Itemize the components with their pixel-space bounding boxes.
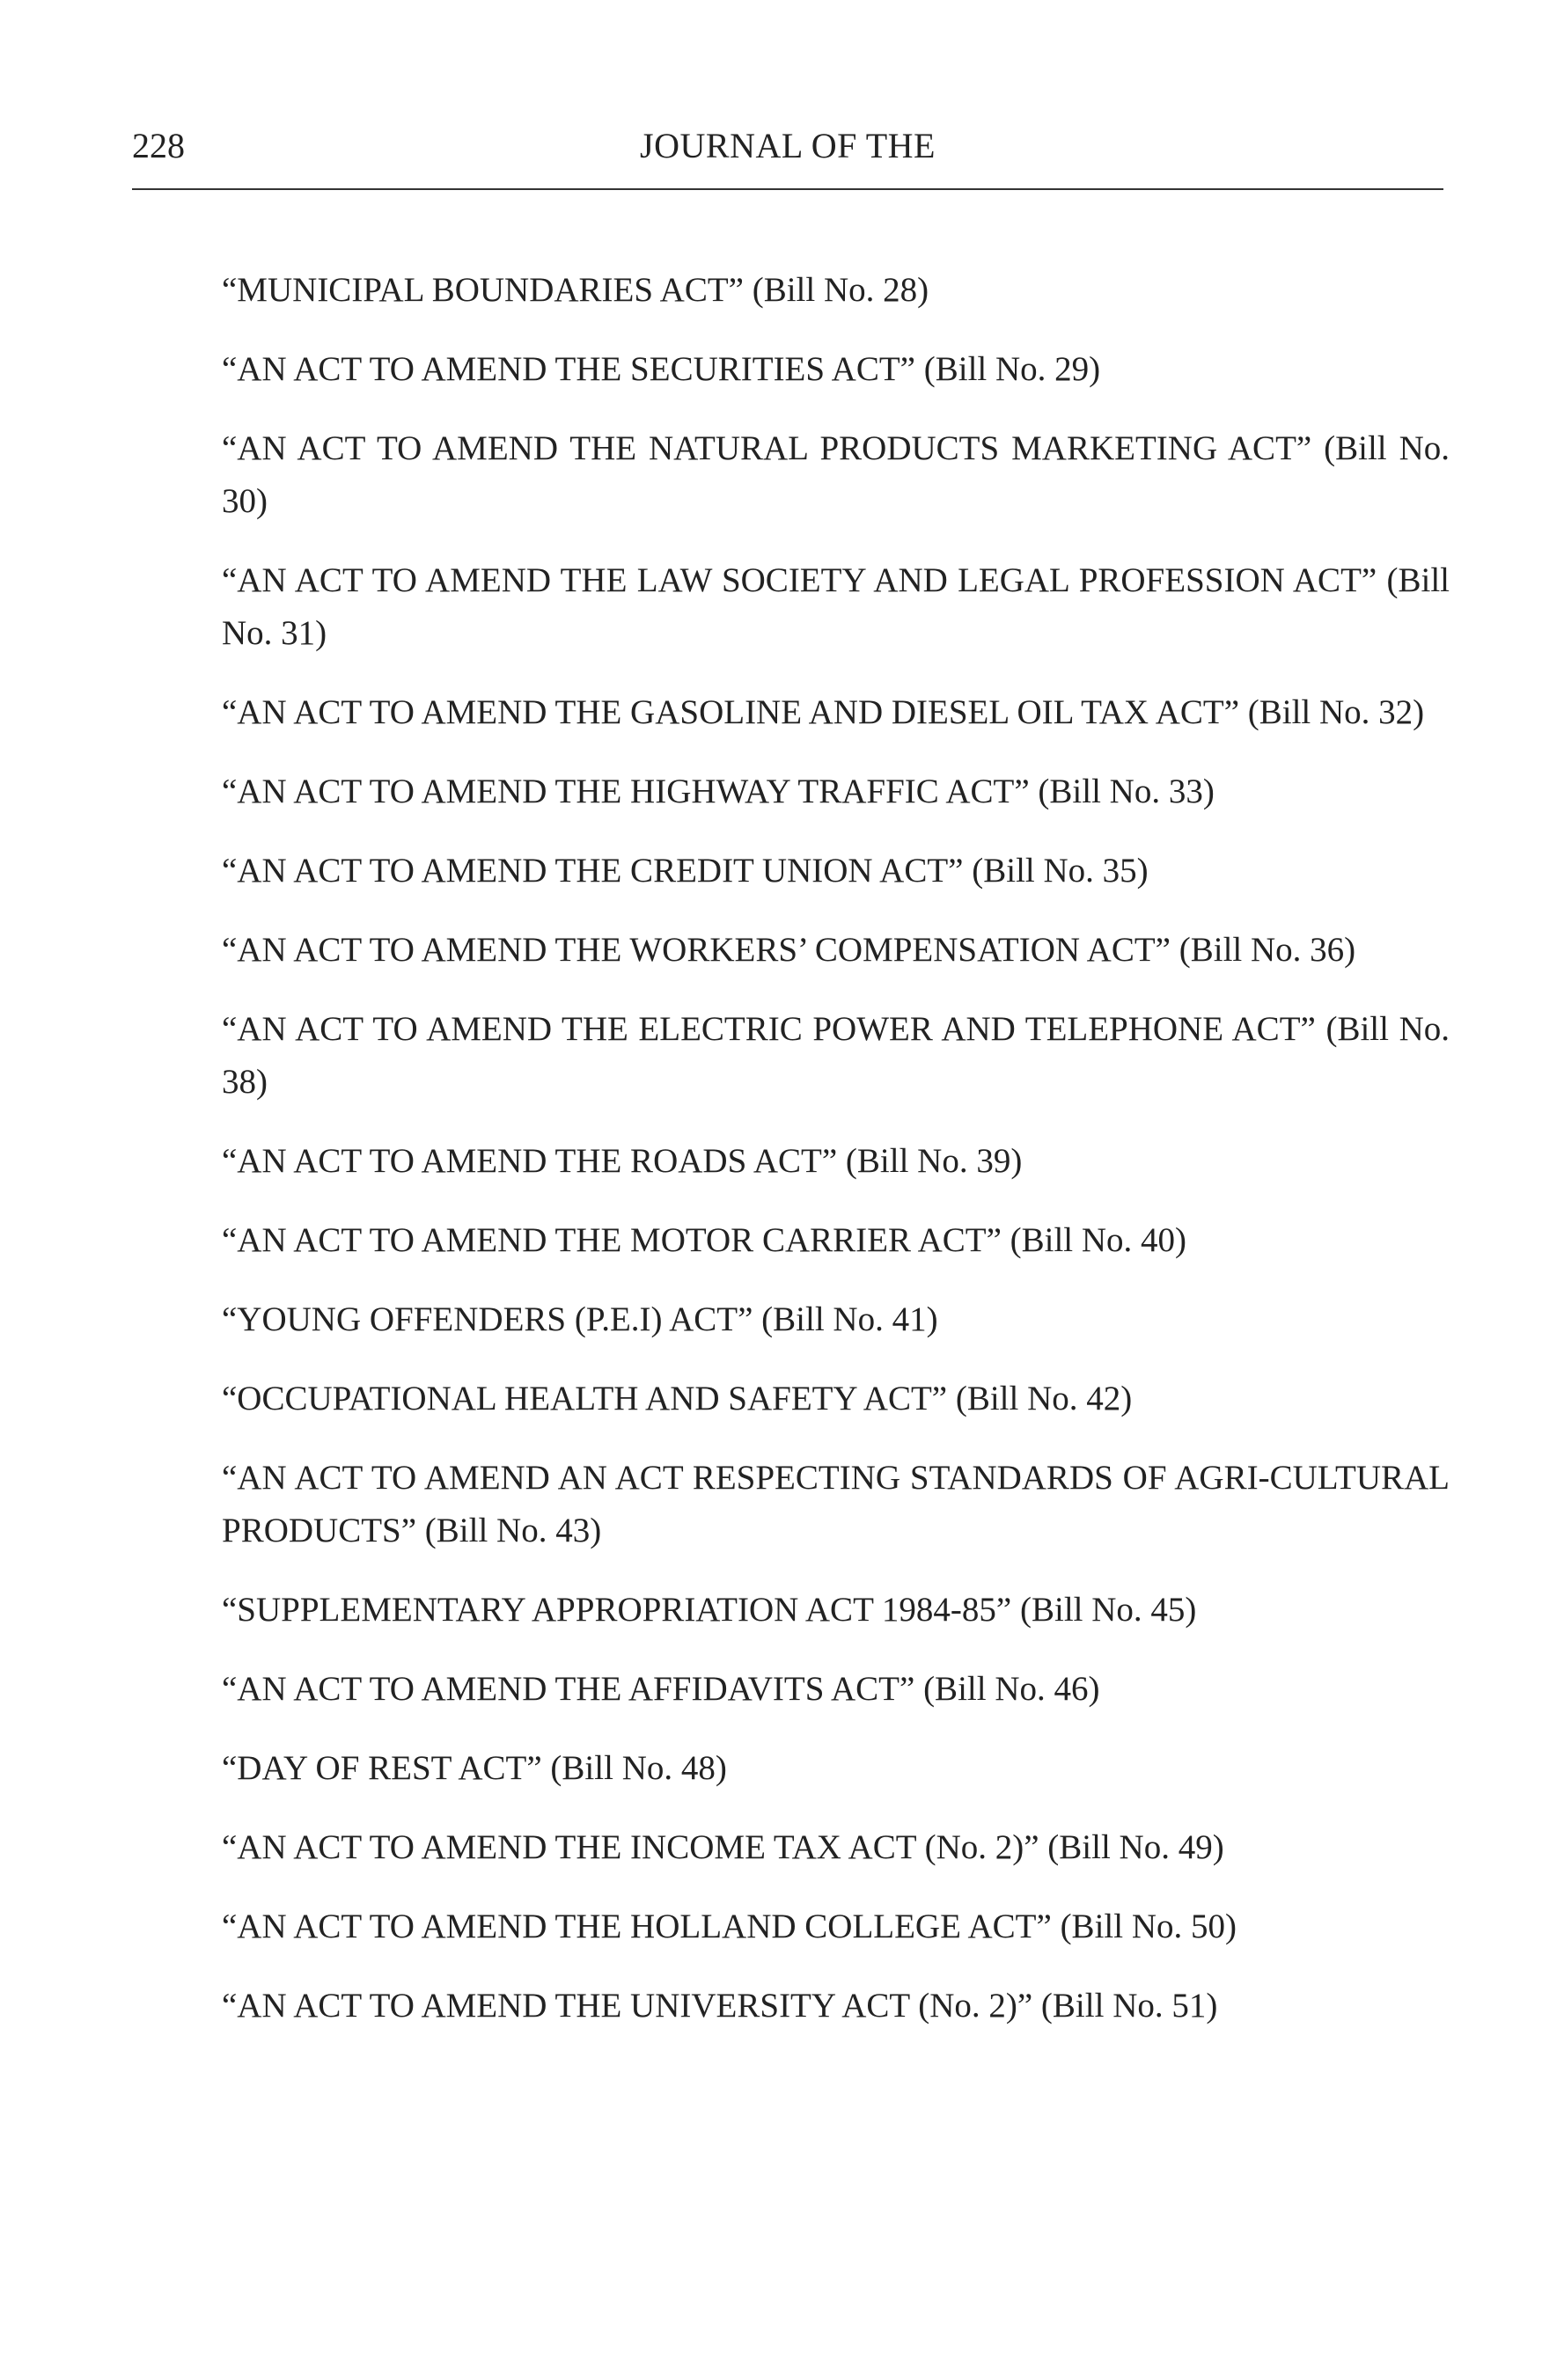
bill-item: “AN ACT TO AMEND THE WORKERS’ COMPENSATION ACT” (Bill No. 36)	[222, 931, 1356, 969]
bill-item: “AN ACT TO AMEND THE CREDIT UNION ACT” (Bill No. 35)	[222, 852, 1149, 890]
bill-item: “AN ACT TO AMEND THE GASOLINE AND DIESEL OIL TAX ACT” (Bill No. 32)	[222, 693, 1425, 731]
bill-item: “YOUNG OFFENDERS (P.E.I) ACT” (Bill No. 41)	[222, 1300, 938, 1338]
bill-item: “AN ACT TO AMEND THE NATURAL PRODUCTS MARKETING ACT” (Bill No. 30)	[222, 429, 1450, 520]
bill-item: “AN ACT TO AMEND THE HIGHWAY TRAFFIC ACT” (Bill No. 33)	[222, 773, 1215, 810]
bill-item: “AN ACT TO AMEND THE HOLLAND COLLEGE ACT” (Bill No. 50)	[222, 1908, 1237, 1945]
bill-list	[222, 264, 1450, 2059]
running-head	[132, 121, 1443, 171]
bill-item: “AN ACT TO AMEND THE AFFIDAVITS ACT” (Bill No. 46)	[222, 1670, 1100, 1708]
bill-item: “AN ACT TO AMEND THE UNIVERSITY ACT (No. 2)” (Bill No. 51)	[222, 1987, 1218, 2025]
bill-item: “AN ACT TO AMEND THE LAW SOCIETY AND LEGAL PROFESSION ACT” (Bill No. 31)	[222, 561, 1450, 652]
journal-title: JOURNAL OF THE	[640, 126, 936, 165]
bill-item: “SUPPLEMENTARY APPROPRIATION ACT 1984-85” (Bill No. 45)	[222, 1591, 1197, 1629]
header-divider	[132, 188, 1443, 190]
bill-item: “AN ACT TO AMEND THE ROADS ACT” (Bill No. 39)	[222, 1142, 1023, 1180]
page-number: 228	[132, 126, 185, 165]
bill-item: “AN ACT TO AMEND THE SECURITIES ACT” (Bill No. 29)	[222, 350, 1101, 388]
bill-item: “AN ACT TO AMEND THE MOTOR CARRIER ACT” (Bill No. 40)	[222, 1221, 1187, 1259]
bill-item: “AN ACT TO AMEND AN ACT RESPECTING STANDARDS OF AGRI-CULTURAL PRODUCTS” (Bill No. 43)	[222, 1459, 1450, 1549]
bill-item: “AN ACT TO AMEND THE INCOME TAX ACT (No. 2)” (Bill No. 49)	[222, 1828, 1224, 1866]
bill-item: “OCCUPATIONAL HEALTH AND SAFETY ACT” (Bill No. 42)	[222, 1380, 1133, 1417]
bill-item: “MUNICIPAL BOUNDARIES ACT” (Bill No. 28)	[222, 271, 929, 309]
bill-item: “AN ACT TO AMEND THE ELECTRIC POWER AND TELEPHONE ACT” (Bill No. 38)	[222, 1010, 1450, 1101]
bill-item: “DAY OF REST ACT” (Bill No. 48)	[222, 1749, 727, 1787]
